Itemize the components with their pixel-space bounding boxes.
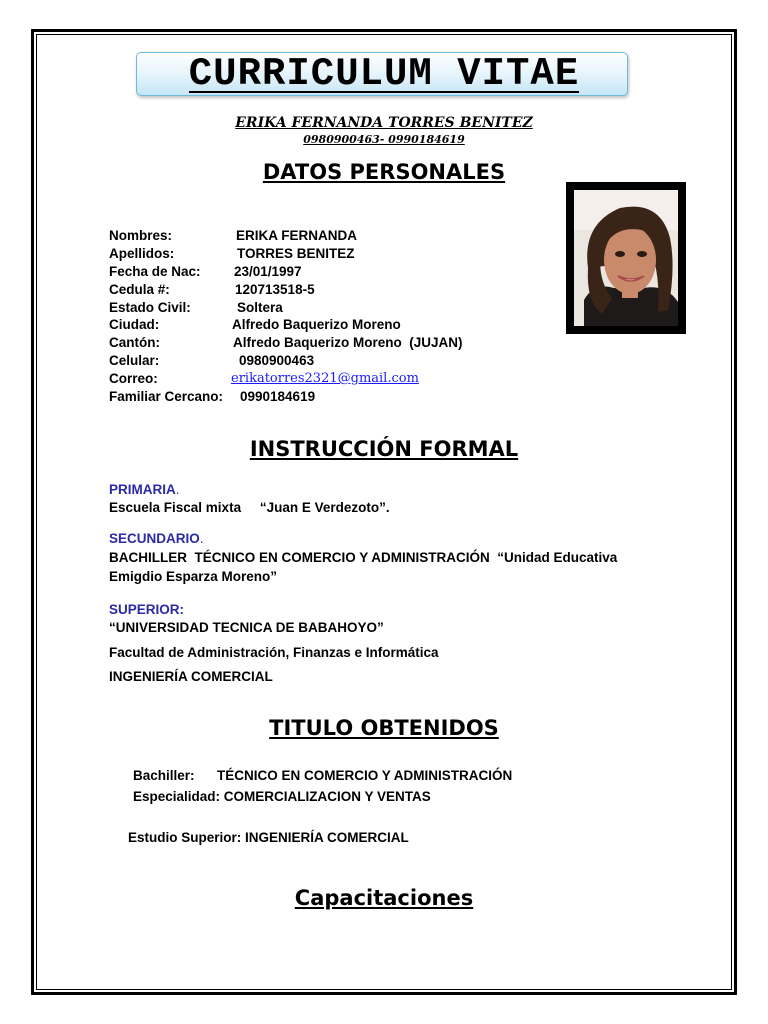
email-link[interactable]: erikatorres2321@gmail.com	[231, 371, 419, 386]
text-superior-faculty: Facultad de Administración, Finanzas e Informática	[109, 645, 439, 660]
label-canton: Cantón:	[109, 335, 160, 350]
label-estado-civil: Estado Civil:	[109, 300, 191, 315]
text-estudio-superior: Estudio Superior: INGENIERÍA COMERCIAL	[128, 830, 409, 845]
label-bachiller: Bachiller:	[133, 768, 195, 783]
label-correo: Correo:	[109, 371, 158, 386]
heading-datos-personales: DATOS PERSONALES	[262, 160, 506, 184]
label-celular: Celular:	[109, 353, 160, 368]
value-familiar-cercano: 0990184619	[240, 389, 316, 404]
value-estado-civil: Soltera	[237, 300, 283, 315]
applicant-name: ERIKA FERNANDA TORRES BENITEZ	[235, 115, 533, 131]
label-apellidos: Apellidos:	[109, 246, 175, 261]
value-celular: 0980900463	[239, 353, 315, 368]
value-apellidos: TORRES BENITEZ	[237, 246, 355, 261]
label-secundario: SECUNDARIO.	[109, 531, 204, 546]
text-superior-career: INGENIERÍA COMERCIAL	[109, 669, 273, 684]
label-secundario-text: SECUNDARIO	[109, 531, 200, 546]
label-primaria-text: PRIMARIA	[109, 482, 176, 497]
text-superior-university: “UNIVERSIDAD TECNICA DE BABAHOYO”	[109, 620, 384, 635]
value-canton: Alfredo Baquerizo Moreno (JUJAN)	[233, 335, 463, 350]
heading-titulo-obtenidos: TITULO OBTENIDOS	[269, 716, 499, 740]
label-nombres: Nombres:	[109, 228, 173, 243]
text-especialidad: Especialidad: COMERCIALIZACION Y VENTAS	[133, 789, 431, 804]
label-primaria: PRIMARIA.	[109, 482, 180, 497]
document-title: CURRICULUM VITAE	[188, 52, 580, 96]
value-ciudad: Alfredo Baquerizo Moreno	[232, 317, 401, 332]
value-nombres: ERIKA FERNANDA	[236, 228, 357, 243]
label-superior: SUPERIOR:	[109, 602, 185, 617]
label-fecha-nac: Fecha de Nac:	[109, 264, 201, 279]
profile-photo	[566, 182, 686, 334]
label-cedula: Cedula #:	[109, 282, 170, 297]
text-primaria: Escuela Fiscal mixta “Juan E Verdezoto”.	[109, 500, 390, 515]
value-bachiller: TÉCNICO EN COMERCIO Y ADMINISTRACIÓN	[217, 768, 513, 783]
text-secundario: BACHILLER TÉCNICO EN COMERCIO Y ADMINISTRACIÓN “Unidad Educativa Emigdio Esparza Moreno”	[109, 550, 622, 584]
applicant-phones: 0980900463- 0990184619	[303, 133, 465, 146]
label-familiar-cercano: Familiar Cercano:	[109, 389, 224, 404]
profile-photo-image	[574, 190, 678, 326]
value-fecha-nac: 23/01/1997	[234, 264, 302, 279]
label-ciudad: Ciudad:	[109, 317, 160, 332]
heading-capacitaciones: Capacitaciones	[294, 886, 474, 910]
heading-instruccion-formal: INSTRUCCIÓN FORMAL	[249, 437, 519, 461]
value-cedula: 120713518-5	[235, 282, 315, 297]
